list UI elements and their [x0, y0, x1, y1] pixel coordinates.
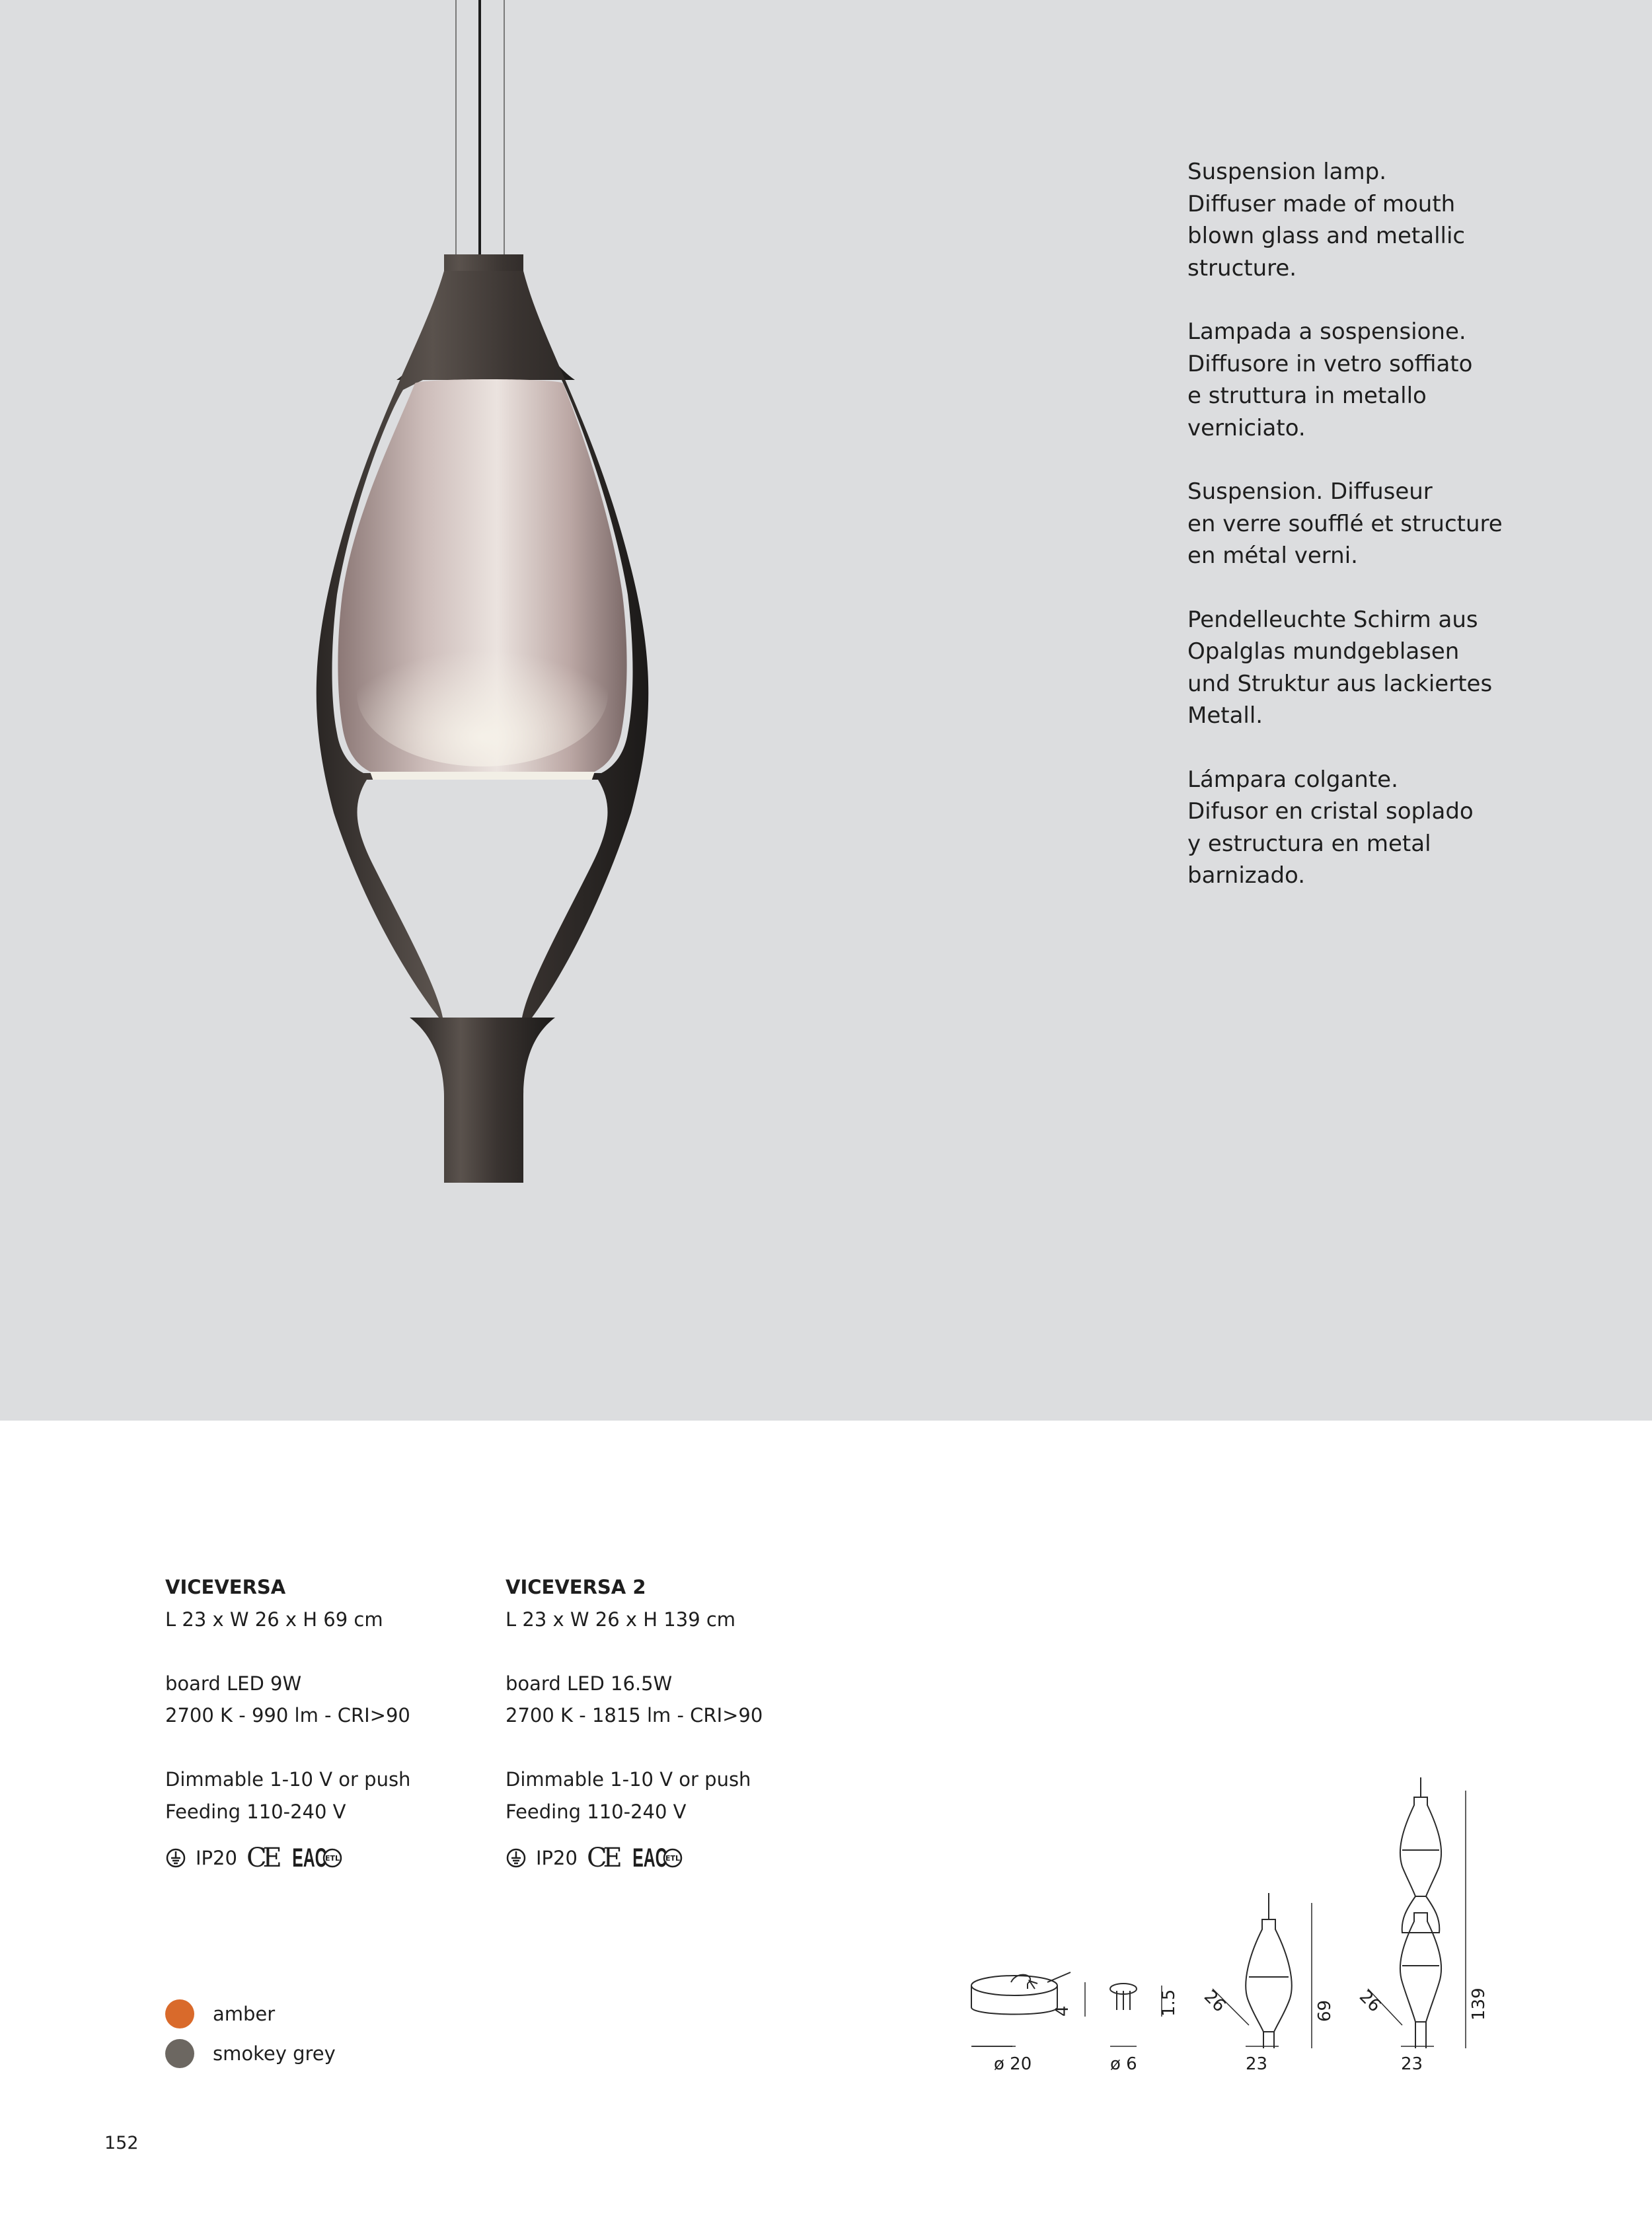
swatch-amber [165, 1999, 194, 2028]
description-fr: Suspension. Diffuseur en verre soufflé et structure en métal verni. [1187, 478, 1503, 569]
dim-single-height: 69 [1315, 1999, 1335, 2022]
ip-rating: IP20 [536, 1847, 578, 1869]
dim-small-height: 1.5 [1159, 1989, 1179, 2017]
product-feeding: Feeding 110-240 V [506, 1800, 687, 1823]
finish-amber [165, 1994, 336, 2034]
technical-drawings [912, 1771, 1507, 2075]
product-control: Dimmable 1-10 V or push [506, 1768, 751, 1791]
dim-canopy-diameter: ø 20 [994, 2054, 1032, 2074]
certifications [506, 1842, 823, 1875]
finish-label: amber [213, 2003, 276, 2025]
dim-single-depth: 26 [1199, 1986, 1230, 2017]
certifications [165, 1842, 482, 1875]
dim-canopy-height: 4 [1053, 2005, 1072, 2017]
ground-symbol-icon [506, 1847, 527, 1869]
dim-single-width: 23 [1246, 2054, 1268, 2074]
product-dimensions: L 23 x W 26 x H 69 cm [165, 1608, 383, 1631]
description-it: Lampada a sospensione. Diffusore in vetro soffiato e struttura in metallo verniciato. [1187, 318, 1473, 441]
product-light: 2700 K - 1815 lm - CRI>90 [506, 1704, 763, 1727]
product-name: VICEVERSA 2 [506, 1576, 646, 1598]
small-canopy-drawing [1110, 1984, 1137, 2010]
product-source: board LED 16.5W [506, 1672, 673, 1695]
dim-small-diameter: ø 6 [1110, 2054, 1137, 2074]
page-number: 152 [104, 2133, 139, 2153]
single-lamp-drawing [1246, 1893, 1292, 2048]
lamp-photo [0, 0, 859, 1421]
finish-list [165, 1994, 336, 2073]
dim-double-width: 23 [1401, 2054, 1423, 2074]
product-dimensions: L 23 x W 26 x H 139 cm [506, 1608, 736, 1631]
svg-text:ETL: ETL [324, 1854, 340, 1863]
dim-double-height: 139 [1469, 1988, 1489, 2021]
description-de: Pendelleuchte Schirm aus Opalglas mundgeblasen und Struktur aus lackiertes Metall. [1187, 606, 1493, 729]
finish-smokey-grey [165, 2034, 336, 2073]
ce-mark: CE [586, 1843, 619, 1874]
swatch-smokey-grey [165, 2039, 194, 2068]
description-en: Suspension lamp. Diffuser made of mouth blown glass and metallic structure. [1187, 159, 1466, 281]
product-feeding: Feeding 110-240 V [165, 1800, 346, 1823]
spec-viceversa [165, 1571, 482, 1875]
dim-double-depth: 26 [1355, 1986, 1385, 2017]
product-source: board LED 9W [165, 1672, 302, 1695]
finish-label: smokey grey [213, 2042, 336, 2065]
product-light: 2700 K - 990 lm - CRI>90 [165, 1704, 410, 1727]
ce-mark: CE [246, 1843, 278, 1874]
eac-mark: EAC [632, 1843, 667, 1873]
spec-viceversa-2 [506, 1571, 823, 1875]
ip-rating: IP20 [196, 1847, 237, 1869]
double-lamp-drawing [1400, 1777, 1441, 2048]
eac-mark: EAC [291, 1843, 327, 1873]
product-control: Dimmable 1-10 V or push [165, 1768, 411, 1791]
svg-text:ETL: ETL [665, 1854, 680, 1863]
product-name: VICEVERSA [165, 1576, 286, 1598]
description [1187, 156, 1558, 924]
ground-symbol-icon [165, 1847, 186, 1869]
description-es: Lámpara colgante. Difusor en cristal soplado y estructura en metal barnizado. [1187, 766, 1474, 889]
